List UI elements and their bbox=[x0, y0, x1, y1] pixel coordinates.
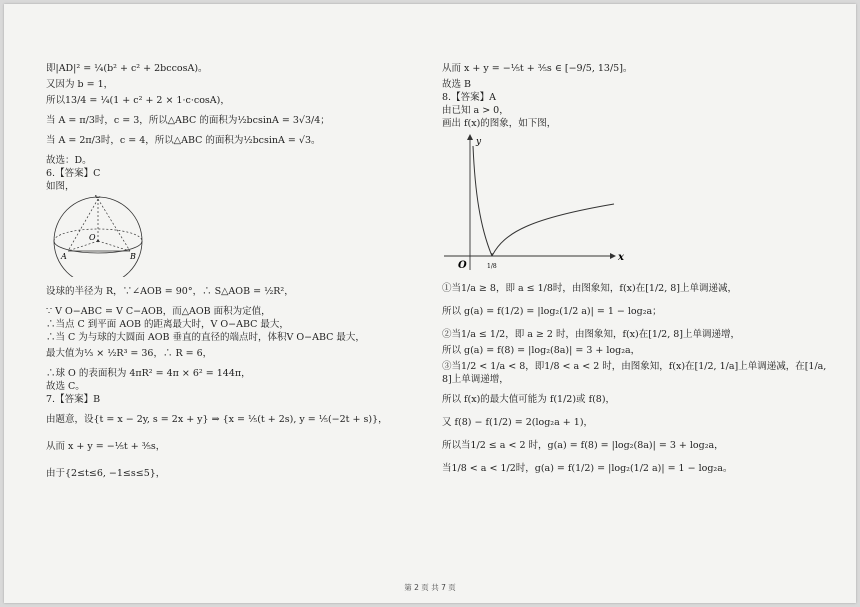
text-line: 所以当1/2 ≤ a < 2 时，g(a) = f(8) = |log₂(8a)| = 3 + log₂a， bbox=[442, 440, 724, 451]
text-line: ∵ V O−ABC = V C−AOB，而△AOB 面积为定值， bbox=[46, 306, 271, 317]
text-line: ②当1/a ≤ 1/2，即 a ≥ 2 时，由图象知，f(x)在[1/2, 8]上单调递增， bbox=[442, 329, 741, 340]
document-page bbox=[4, 4, 856, 603]
label-o: O bbox=[89, 233, 96, 242]
curve-right-branch bbox=[492, 204, 614, 256]
text-line: 由于{2≤t≤6, −1≤s≤5}， bbox=[46, 468, 166, 479]
text-line: 由题意，设{t = x − 2y, s = 2x + y} ⇒ {x = ⅕(t + 2s), y = ⅕(−2t + s)}， bbox=[46, 414, 388, 425]
label-c: C bbox=[95, 195, 102, 200]
curve-left-branch bbox=[473, 146, 492, 256]
text-line: 所以 f(x)的最大值可能为 f(1/2)或 f(8)， bbox=[442, 394, 616, 405]
text-line: 所以13/4 = ¼(1 + c² + 2 × 1·c·cosA)， bbox=[46, 95, 230, 106]
text-line: 故选 B bbox=[442, 79, 472, 90]
text-line: 最大值为⅓ × ½R³ = 36，∴ R = 6， bbox=[46, 348, 213, 359]
label-a: A bbox=[61, 252, 67, 261]
text-line: 故选 C。 bbox=[46, 381, 85, 392]
text-line: 从而 x + y = −⅕t + ⅗s， bbox=[46, 441, 166, 452]
sphere-diagram bbox=[46, 195, 156, 277]
text-line: 又因为 b = 1， bbox=[46, 79, 114, 90]
x-axis-arrow-icon bbox=[610, 253, 616, 259]
text-line: 当 A = π/3时，c = 3，所以△ABC 的面积为½bcsinA = 3√3/4； bbox=[46, 115, 330, 126]
text-line: 即|AD|² = ¼(b² + c² + 2bccosA)。 bbox=[46, 63, 208, 74]
label-b: B bbox=[130, 252, 136, 261]
x-axis-label: x bbox=[618, 252, 624, 263]
text-line: 由已知 a > 0， bbox=[442, 105, 509, 116]
y-axis-arrow-icon bbox=[467, 134, 473, 140]
text-line: 画出 f(x)的图象，如下图， bbox=[442, 118, 557, 129]
text-line: 所以 g(a) = f(8) = |log₂(8a)| = 3 + log₂a， bbox=[442, 345, 641, 356]
y-axis-label: y bbox=[476, 137, 482, 147]
origin-label: O bbox=[458, 260, 467, 271]
text-line: ∴当点 C 到平面 AOB 的距离最大时，V O−ABC 最大， bbox=[46, 319, 289, 330]
text-line: ③当1/2 < 1/a < 8，即1/8 < a < 2 时，由图象知，f(x)在[1/2, 1/a]上单调递减，在[1/a, 8]上单调递增， bbox=[442, 361, 827, 385]
text-line: ∴球 O 的表面积为 4πR² = 4π × 6² = 144π， bbox=[46, 368, 251, 379]
answer-heading: 7.【答案】B bbox=[46, 394, 101, 405]
text-line: ∴当 C 为与球的大圆面 AOB 垂直的直径的端点时，体积V O−ABC 最大， bbox=[46, 332, 365, 343]
function-graph-figure bbox=[442, 132, 832, 278]
text-line: 设球的半径为 R，∵∠AOB = 90°，∴ S△AOB = ½R²， bbox=[46, 286, 294, 297]
text-line: 当1/8 < a < 1/2时，g(a) = f(1/2) = |log₂(1/2 a)| = 1 − log₂a。 bbox=[442, 463, 733, 474]
sphere-figure bbox=[46, 195, 416, 281]
tick-label: 1/8 bbox=[487, 263, 497, 270]
text-line: 故选：D。 bbox=[46, 155, 92, 166]
text-line: 从而 x + y = −⅕t + ⅗s ∈ [−9/5, 13/5]。 bbox=[442, 63, 633, 74]
right-column bbox=[442, 62, 832, 475]
text-line: 所以 g(a) = f(1/2) = |log₂(1/2 a)| = 1 − log₂a； bbox=[442, 306, 662, 317]
function-graph bbox=[442, 132, 632, 274]
text-line: ①当1/a ≥ 8，即 a ≤ 1/8时，由图象知，f(x)在[1/2, 8]上单调递减， bbox=[442, 283, 737, 294]
text-line: 又 f(8) − f(1/2) = 2(log₂a + 1)， bbox=[442, 417, 594, 428]
page-footer: 第 2 页 共 7 页 bbox=[404, 583, 456, 592]
answer-heading: 6.【答案】C bbox=[46, 168, 101, 179]
left-column bbox=[46, 62, 416, 480]
text-line: 当 A = 2π/3时，c = 4，所以△ABC 的面积为½bcsinA = √3。 bbox=[46, 135, 321, 146]
text-line: 如图， bbox=[46, 181, 75, 192]
answer-heading: 8.【答案】A bbox=[442, 92, 496, 103]
